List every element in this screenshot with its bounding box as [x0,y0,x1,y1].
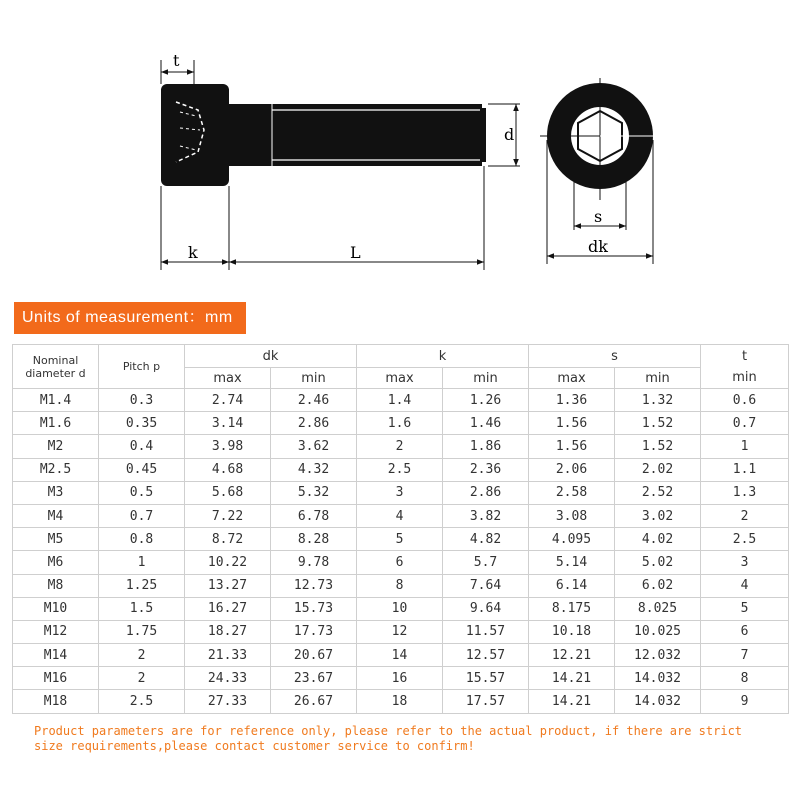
cell-dk-max: 8.72 [185,528,271,551]
cell-t-min: 1 [701,435,789,458]
table-row [13,597,789,620]
cell-k-max: 16 [357,667,443,690]
cell-k-max: 6 [357,551,443,574]
cell-s-max: 8.175 [529,597,615,620]
cell-dk-min: 12.73 [271,574,357,597]
cell-dk-min: 23.67 [271,667,357,690]
table-row [13,504,789,527]
cell-pitch: 0.7 [99,504,185,527]
cell-s-min: 5.02 [615,551,701,574]
header-t-min: min [701,368,789,389]
header-nominal-diameter: Nominal diameter d [13,345,99,389]
header-s: s [529,345,701,368]
cell-s-max: 4.095 [529,528,615,551]
cell-nominal: M1.4 [13,389,99,412]
cell-dk-min: 5.32 [271,481,357,504]
cell-dk-max: 21.33 [185,644,271,667]
table-row [13,644,789,667]
cell-s-max: 5.14 [529,551,615,574]
cell-k-min: 2.36 [443,458,529,481]
cell-dk-max: 2.74 [185,389,271,412]
cell-k-max: 2.5 [357,458,443,481]
cell-pitch: 0.3 [99,389,185,412]
cell-s-min: 6.02 [615,574,701,597]
cell-dk-min: 2.46 [271,389,357,412]
cell-pitch: 1 [99,551,185,574]
cell-nominal: M8 [13,574,99,597]
cell-dk-max: 4.68 [185,458,271,481]
label-t: t [173,51,180,70]
cell-dk-max: 13.27 [185,574,271,597]
cell-t-min: 5 [701,597,789,620]
cell-dk-max: 24.33 [185,667,271,690]
cell-nominal: M2 [13,435,99,458]
label-s: s [594,207,603,226]
cell-s-min: 14.032 [615,690,701,713]
cell-nominal: M16 [13,667,99,690]
table-row [13,690,789,713]
cell-pitch: 1.75 [99,620,185,643]
cell-k-min: 1.46 [443,412,529,435]
cell-k-min: 17.57 [443,690,529,713]
cell-s-max: 1.36 [529,389,615,412]
table-row [13,620,789,643]
cell-s-min: 1.32 [615,389,701,412]
cell-nominal: M6 [13,551,99,574]
cell-k-max: 12 [357,620,443,643]
cell-k-max: 5 [357,528,443,551]
cell-s-min: 2.52 [615,481,701,504]
cell-pitch: 2 [99,667,185,690]
cell-k-max: 2 [357,435,443,458]
cell-k-max: 14 [357,644,443,667]
cell-pitch: 2 [99,644,185,667]
cell-s-min: 1.52 [615,412,701,435]
side-view [161,51,520,270]
cell-dk-min: 8.28 [271,528,357,551]
label-d: d [504,125,515,144]
spec-table [12,344,789,714]
table-row [13,435,789,458]
screw-drawing [0,0,800,290]
end-view [540,78,660,264]
cell-dk-min: 4.32 [271,458,357,481]
cell-k-max: 8 [357,574,443,597]
table-row [13,574,789,597]
cell-t-min: 7 [701,644,789,667]
footnote: Product parameters are for reference only, please refer to the actual product, if there are strict size requirements,please contact customer service to confirm! [34,724,743,753]
cell-k-min: 7.64 [443,574,529,597]
cell-k-min: 5.7 [443,551,529,574]
cell-s-max: 2.06 [529,458,615,481]
cell-k-max: 3 [357,481,443,504]
cell-s-min: 2.02 [615,458,701,481]
cell-k-min: 4.82 [443,528,529,551]
header-dk: dk [185,345,357,368]
screw-head [161,84,229,186]
label-L: L [350,243,361,262]
cell-s-max: 1.56 [529,435,615,458]
cell-dk-min: 20.67 [271,644,357,667]
cell-k-min: 3.82 [443,504,529,527]
cell-dk-min: 9.78 [271,551,357,574]
cell-k-max: 1.6 [357,412,443,435]
header-dk-min: min [271,368,357,389]
cell-dk-max: 18.27 [185,620,271,643]
cell-dk-max: 3.98 [185,435,271,458]
cell-dk-max: 3.14 [185,412,271,435]
cell-pitch: 0.45 [99,458,185,481]
cell-nominal: M10 [13,597,99,620]
cell-s-min: 3.02 [615,504,701,527]
cell-dk-max: 16.27 [185,597,271,620]
cell-dk-min: 3.62 [271,435,357,458]
cell-pitch: 0.8 [99,528,185,551]
cell-pitch: 0.35 [99,412,185,435]
cell-nominal: M12 [13,620,99,643]
cell-nominal: M2.5 [13,458,99,481]
table-row [13,551,789,574]
cell-t-min: 8 [701,667,789,690]
header-s-max: max [529,368,615,389]
header-s-min: min [615,368,701,389]
header-k-min: min [443,368,529,389]
cell-k-min: 15.57 [443,667,529,690]
cell-dk-min: 15.73 [271,597,357,620]
header-k-max: max [357,368,443,389]
cell-k-min: 12.57 [443,644,529,667]
table-row [13,412,789,435]
cell-k-min: 1.86 [443,435,529,458]
cell-dk-min: 6.78 [271,504,357,527]
cell-dk-min: 2.86 [271,412,357,435]
units-banner: Units of measurement：mm [14,302,246,334]
cell-k-min: 1.26 [443,389,529,412]
label-dk: dk [588,237,608,256]
cell-dk-min: 17.73 [271,620,357,643]
cell-nominal: M14 [13,644,99,667]
cell-nominal: M3 [13,481,99,504]
cell-t-min: 6 [701,620,789,643]
cell-nominal: M4 [13,504,99,527]
table-row [13,481,789,504]
cell-dk-max: 7.22 [185,504,271,527]
screw-shank [229,104,482,166]
cell-nominal: M18 [13,690,99,713]
cell-s-max: 1.56 [529,412,615,435]
cell-t-min: 1.1 [701,458,789,481]
cell-s-max: 2.58 [529,481,615,504]
cell-s-max: 14.21 [529,690,615,713]
cell-s-min: 8.025 [615,597,701,620]
cell-nominal: M5 [13,528,99,551]
cell-pitch: 2.5 [99,690,185,713]
cell-nominal: M1.6 [13,412,99,435]
cell-t-min: 2.5 [701,528,789,551]
cell-dk-min: 26.67 [271,690,357,713]
cell-k-max: 4 [357,504,443,527]
spec-table-body [13,389,789,714]
cell-t-min: 3 [701,551,789,574]
cell-s-min: 14.032 [615,667,701,690]
cell-s-max: 10.18 [529,620,615,643]
cell-s-min: 4.02 [615,528,701,551]
cell-pitch: 0.5 [99,481,185,504]
header-k: k [357,345,529,368]
cell-s-max: 12.21 [529,644,615,667]
cell-k-min: 9.64 [443,597,529,620]
header-dk-max: max [185,368,271,389]
cell-k-min: 11.57 [443,620,529,643]
table-row [13,667,789,690]
cell-dk-max: 10.22 [185,551,271,574]
cell-s-min: 1.52 [615,435,701,458]
header-pitch: Pitch p [99,345,185,389]
cell-dk-max: 27.33 [185,690,271,713]
cell-s-max: 6.14 [529,574,615,597]
cell-t-min: 0.7 [701,412,789,435]
cell-dk-max: 5.68 [185,481,271,504]
cell-k-max: 1.4 [357,389,443,412]
cell-pitch: 1.5 [99,597,185,620]
cell-s-max: 3.08 [529,504,615,527]
cell-s-max: 14.21 [529,667,615,690]
header-t: t [701,345,789,368]
cell-t-min: 1.3 [701,481,789,504]
cell-pitch: 1.25 [99,574,185,597]
table-row [13,389,789,412]
cell-k-max: 10 [357,597,443,620]
cell-k-min: 2.86 [443,481,529,504]
label-k: k [188,243,198,262]
cell-s-min: 10.025 [615,620,701,643]
cell-t-min: 2 [701,504,789,527]
cell-pitch: 0.4 [99,435,185,458]
cell-t-min: 9 [701,690,789,713]
table-row [13,458,789,481]
cell-s-min: 12.032 [615,644,701,667]
cell-t-min: 0.6 [701,389,789,412]
table-row [13,528,789,551]
cell-k-max: 18 [357,690,443,713]
cell-t-min: 4 [701,574,789,597]
